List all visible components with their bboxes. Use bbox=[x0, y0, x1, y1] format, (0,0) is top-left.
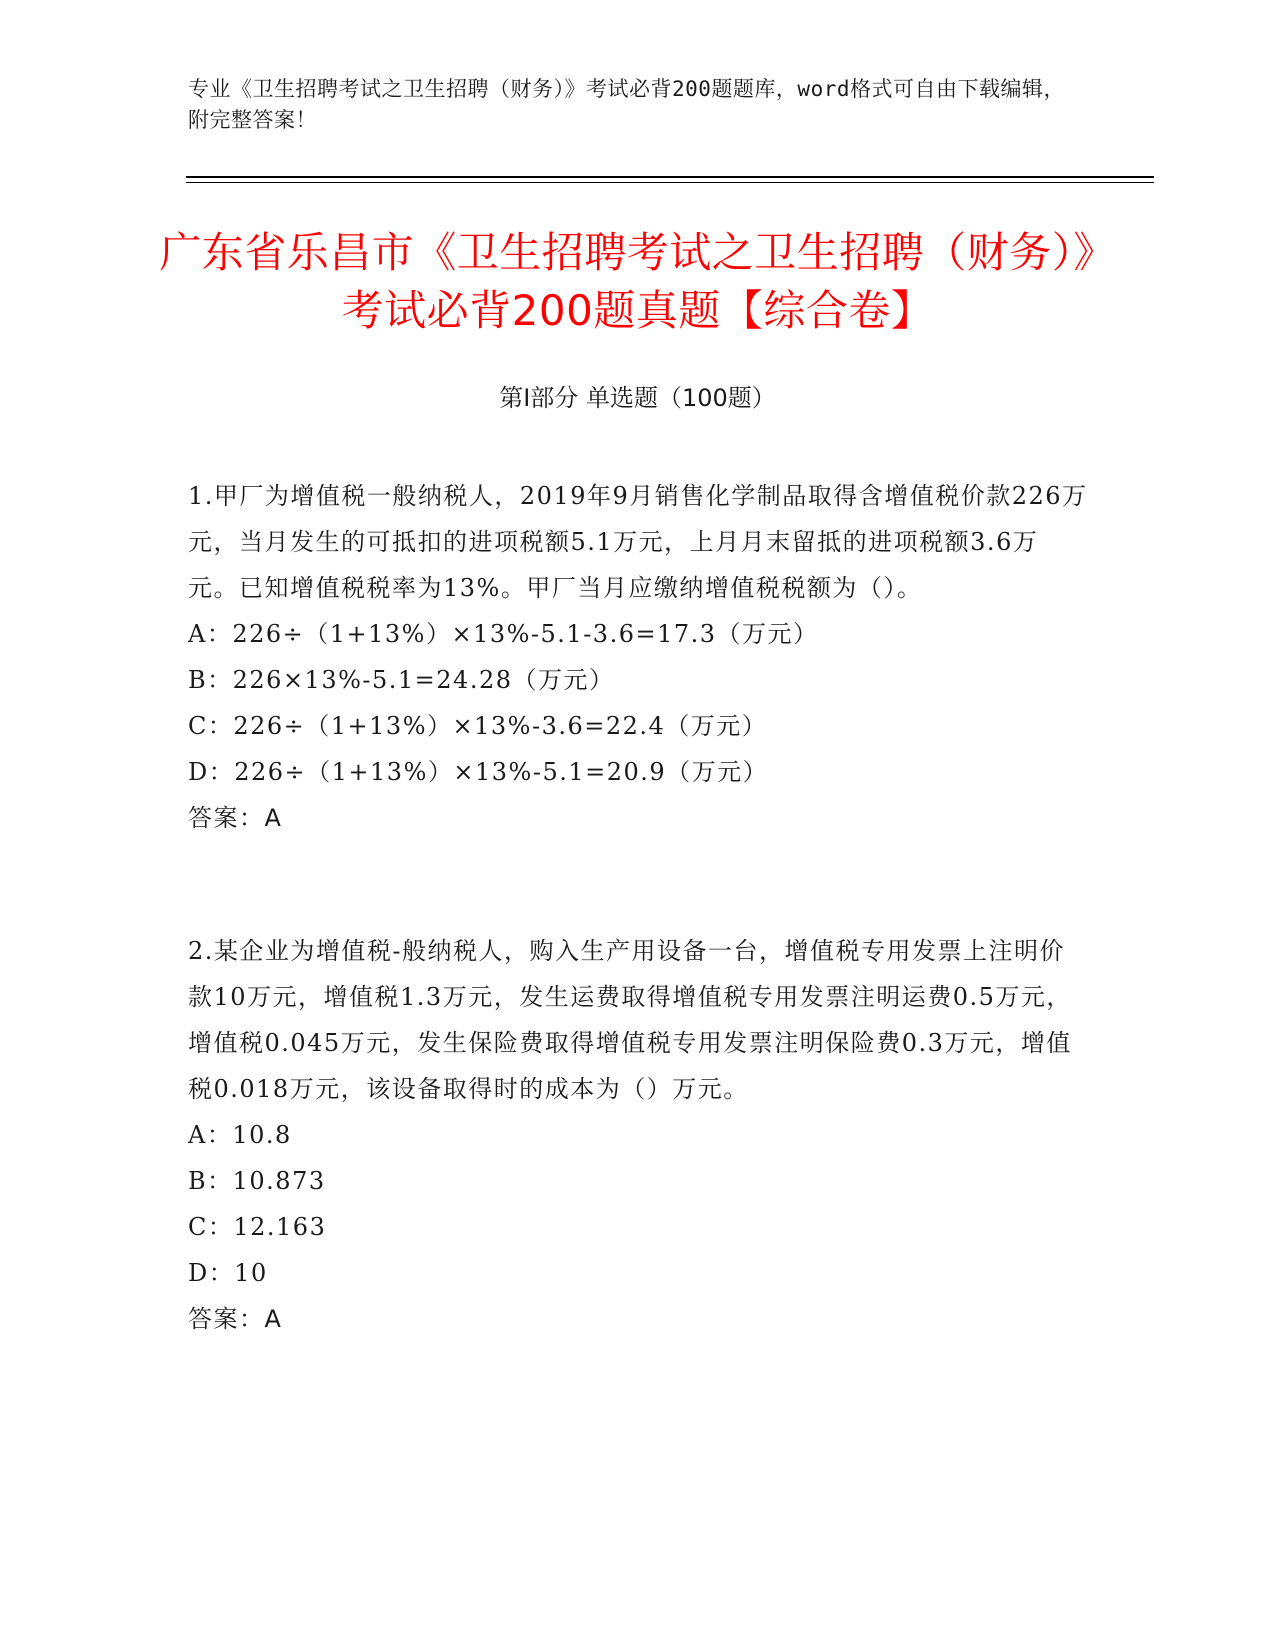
option-c: C：12.163 bbox=[188, 1213, 327, 1241]
option-c: C：226÷（1+13%）×13%-3.6=22.4（万元） bbox=[188, 712, 768, 740]
option-d: D：10 bbox=[188, 1259, 268, 1287]
document-title: 广东省乐昌市《卫生招聘考试之卫生招聘（财务）》考试必背200题真题【综合卷】 bbox=[159, 228, 1116, 335]
option-a: A：226÷（1+13%）×13%-5.1-3.6=17.3（万元） bbox=[188, 620, 819, 648]
option-b: B：10.873 bbox=[188, 1167, 326, 1195]
section-heading: 第I部分 单选题（100题） bbox=[499, 384, 776, 412]
header-divider-thin bbox=[186, 182, 1154, 183]
answer: 答案：A bbox=[188, 804, 283, 832]
option-a: A：10.8 bbox=[188, 1121, 292, 1149]
answer: 答案：A bbox=[188, 1305, 283, 1333]
header-divider-thick bbox=[186, 176, 1154, 178]
question-1 bbox=[188, 473, 1088, 841]
option-b: B：226×13%-5.1=24.28（万元） bbox=[188, 666, 615, 694]
question-2 bbox=[188, 928, 1088, 1342]
question-stem: 1.甲厂为增值税一般纳税人，2019年9月销售化学制品取得含增值税价款226万元，当月发生的可抵扣的进项税额5.1万元，上月月末留抵的进项税额3.6万元。已知增值税税率为13%。甲厂当月应缴纳增值税税额为（）。 bbox=[188, 482, 1088, 602]
option-d: D：226÷（1+13%）×13%-5.1=20.9（万元） bbox=[188, 758, 769, 786]
header-note: 专业《卫生招聘考试之卫生招聘（财务）》考试必背200题题库，word格式可自由下载编辑，附完整答案！ bbox=[188, 77, 1065, 132]
question-stem: 2.某企业为增值税-般纳税人，购入生产用设备一台，增值税专用发票上注明价款10万元，增值税1.3万元，发生运费取得增值税专用发票注明运费0.5万元，增值税0.045万元，发生保险费取得增值税专用发票注明保险费0.3万元，增值税0.018万元，该设备取得时的成本为（）万元。 bbox=[188, 937, 1072, 1103]
